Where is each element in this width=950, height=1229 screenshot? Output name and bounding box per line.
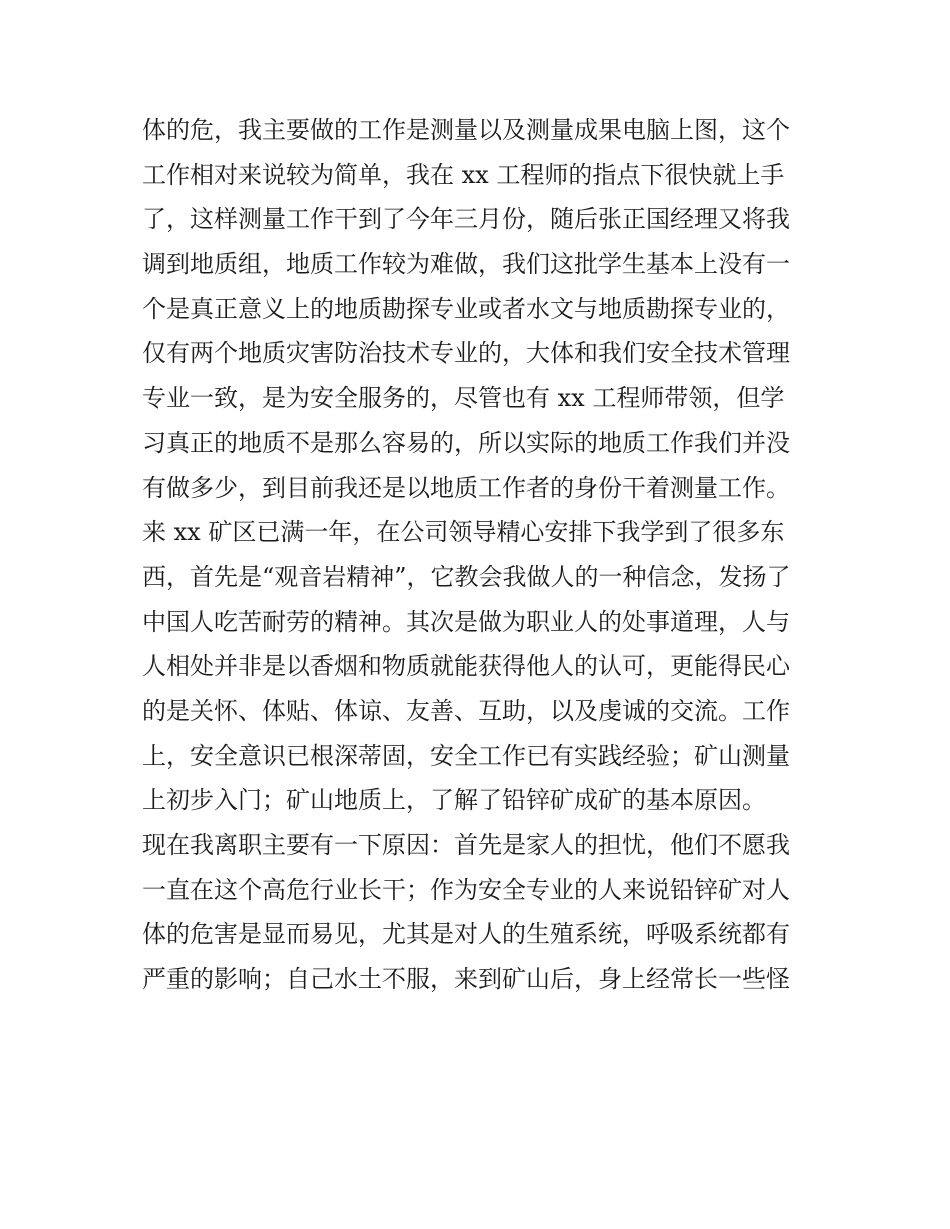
text-line: 了，这样测量工作干到了今年三月份，随后张正国经理又将我 bbox=[142, 205, 790, 234]
text-line: 上，安全意识已根深蒂固，安全工作已有实践经验；矿山测量 bbox=[142, 741, 790, 770]
text-line: 习真正的地质不是那么容易的，所以实际的地质工作我们并没 bbox=[142, 428, 790, 457]
text-line: 的是关怀、体贴、体谅、友善、互助，以及虔诚的交流。工作 bbox=[142, 696, 790, 725]
text-line: 一直在这个高危行业长干；作为安全专业的人来说铅锌矿对人 bbox=[142, 875, 790, 904]
text-line: 个是真正意义上的地质勘探专业或者水文与地质勘探专业的， bbox=[142, 294, 790, 323]
text-line: 严重的影响；自己水土不服，来到矿山后，身上经常长一些怪 bbox=[142, 965, 790, 994]
text-line: 来 xx 矿区已满一年，在公司领导精心安排下我学到了很多东 bbox=[142, 518, 785, 547]
text-line: 上初步入门；矿山地质上，了解了铅锌矿成矿的基本原因。 bbox=[142, 786, 766, 815]
text-line: 人相处并非是以香烟和物质就能获得他人的认可，更能得民心 bbox=[142, 652, 790, 681]
text-line: 有做多少，到目前我还是以地质工作者的身份干着测量工作。 bbox=[142, 473, 790, 502]
text-line: 调到地质组，地质工作较为难做，我们这批学生基本上没有一 bbox=[142, 250, 790, 279]
text-line: 西，首先是“观音岩精神”，它教会我做人的一种信念，发扬了 bbox=[142, 562, 791, 591]
text-line: 工作相对来说较为简单，我在 xx 工程师的指点下很快就上手 bbox=[142, 160, 785, 189]
text-line: 中国人吃苦耐劳的精神。其次是做为职业人的处事道理，人与 bbox=[142, 607, 790, 636]
text-line: 仅有两个地质灾害防治技术专业的，大体和我们安全技术管理 bbox=[142, 339, 790, 368]
text-line: 专业一致，是为安全服务的，尽管也有 xx 工程师带领，但学 bbox=[142, 384, 785, 413]
text-line: 现在我离职主要有一下原因：首先是家人的担忧，他们不愿我 bbox=[142, 831, 790, 859]
text-line: 体的危害是显而易见，尤其是对人的生殖系统，呼吸系统都有 bbox=[142, 920, 790, 949]
body-text bbox=[142, 108, 822, 1002]
text-line: 体的危，我主要做的工作是测量以及测量成果电脑上图，这个 bbox=[142, 116, 790, 144]
